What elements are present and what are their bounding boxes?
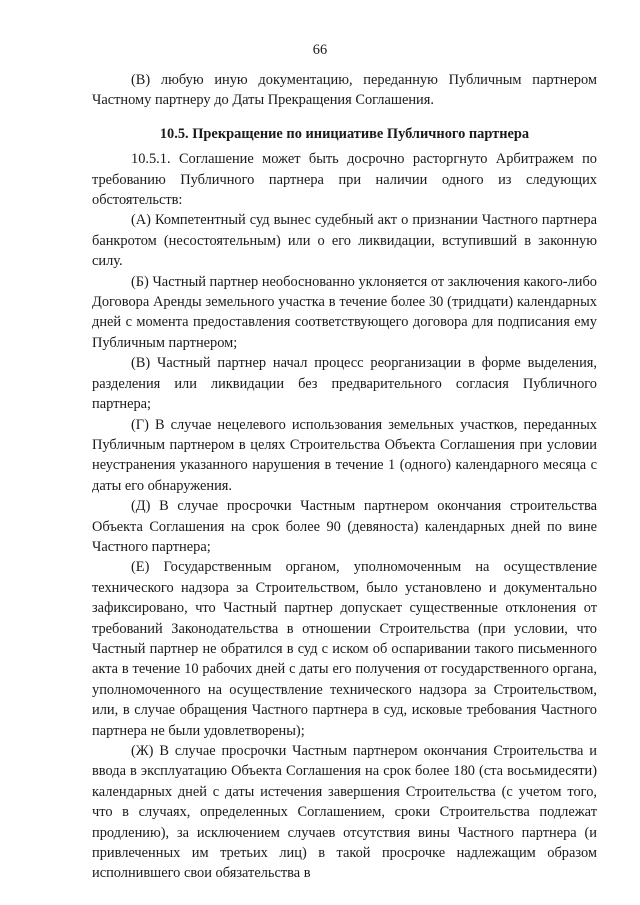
page-number: 66 [312,42,328,58]
paragraph-clause-b: (Б) Частный партнер необоснованно уклоняется от заключения какого-либо Договора Аренды земельного участка в течение более 30 (тридцати) календарных дней с момента предоставления соответствующего договора для подписания ему Публичным партнером; [92,273,597,351]
document-body [92,70,597,884]
paragraph-clause-g: (Г) В случае нецелевого использования земельных участков, переданных Публичным партнером в целях Строительства Объекта Соглашения при условии неустранения указанного нарушения в течение 1 (одного) календарного месяца с даты его обнаружения. [92,416,597,494]
paragraph-documentation-clause: (В) любую иную документацию, переданную Публичным партнером Частному партнеру до Даты Прекращения Соглашения. [92,72,597,109]
paragraph-clause-v: (В) Частный партнер начал процесс реорганизации в форме выделения, разделения или ликвидации без предварительного согласия Публичного партнера; [92,355,597,413]
paragraph-clause-zh: (Ж) В случае просрочки Частным партнером окончания Строительства и ввода в эксплуатацию Объекта Соглашения на срок более 180 (ста восьмидесяти) календарных дней с даты истечения завершения Строительства (с учетом того, что в случаях, определенных Соглашением, сроки Строительства подлежат продлению), за исключением случаев отсутствия вины Частного партнера (и привлеченных им третьих лиц) в такой просрочке надлежащим образом исполнившего свои обязательства в [92,743,597,882]
paragraph-clause-e: (Е) Государственным органом, уполномоченным на осуществление технического надзора за Строительством, было установлено и документально зафиксировано, что Частный партнер допускает существенные отклонения от требований Законодательства в отношении Строительства (при условии, что Частный партнер не обратился в суд с иском об оспаривании такого письменного акта в течение 10 рабочих дней с даты его получения от государственного органа, уполномоченного на осуществление технического надзора за Строительством, или, в случае обращения Частного партнера в суд, исковые требования Частного партнера не были удовлетворены); [92,559,597,739]
paragraph-10-5-1: 10.5.1. Соглашение может быть досрочно расторгнуто Арбитражем по требованию Публичного партнера при наличии одного из следующих обстоятельств: [92,151,597,209]
paragraph-clause-a: (А) Компетентный суд вынес судебный акт о признании Частного партнера банкротом (несостоятельным) или о его ликвидации, вступивший в законную силу. [92,212,597,270]
section-heading: 10.5. Прекращение по инициативе Публичного партнера [159,125,530,142]
paragraph-clause-d: (Д) В случае просрочки Частным партнером окончания строительства Объекта Соглашения на срок более 90 (девяноста) календарных дней по вине Частного партнера; [92,498,597,555]
